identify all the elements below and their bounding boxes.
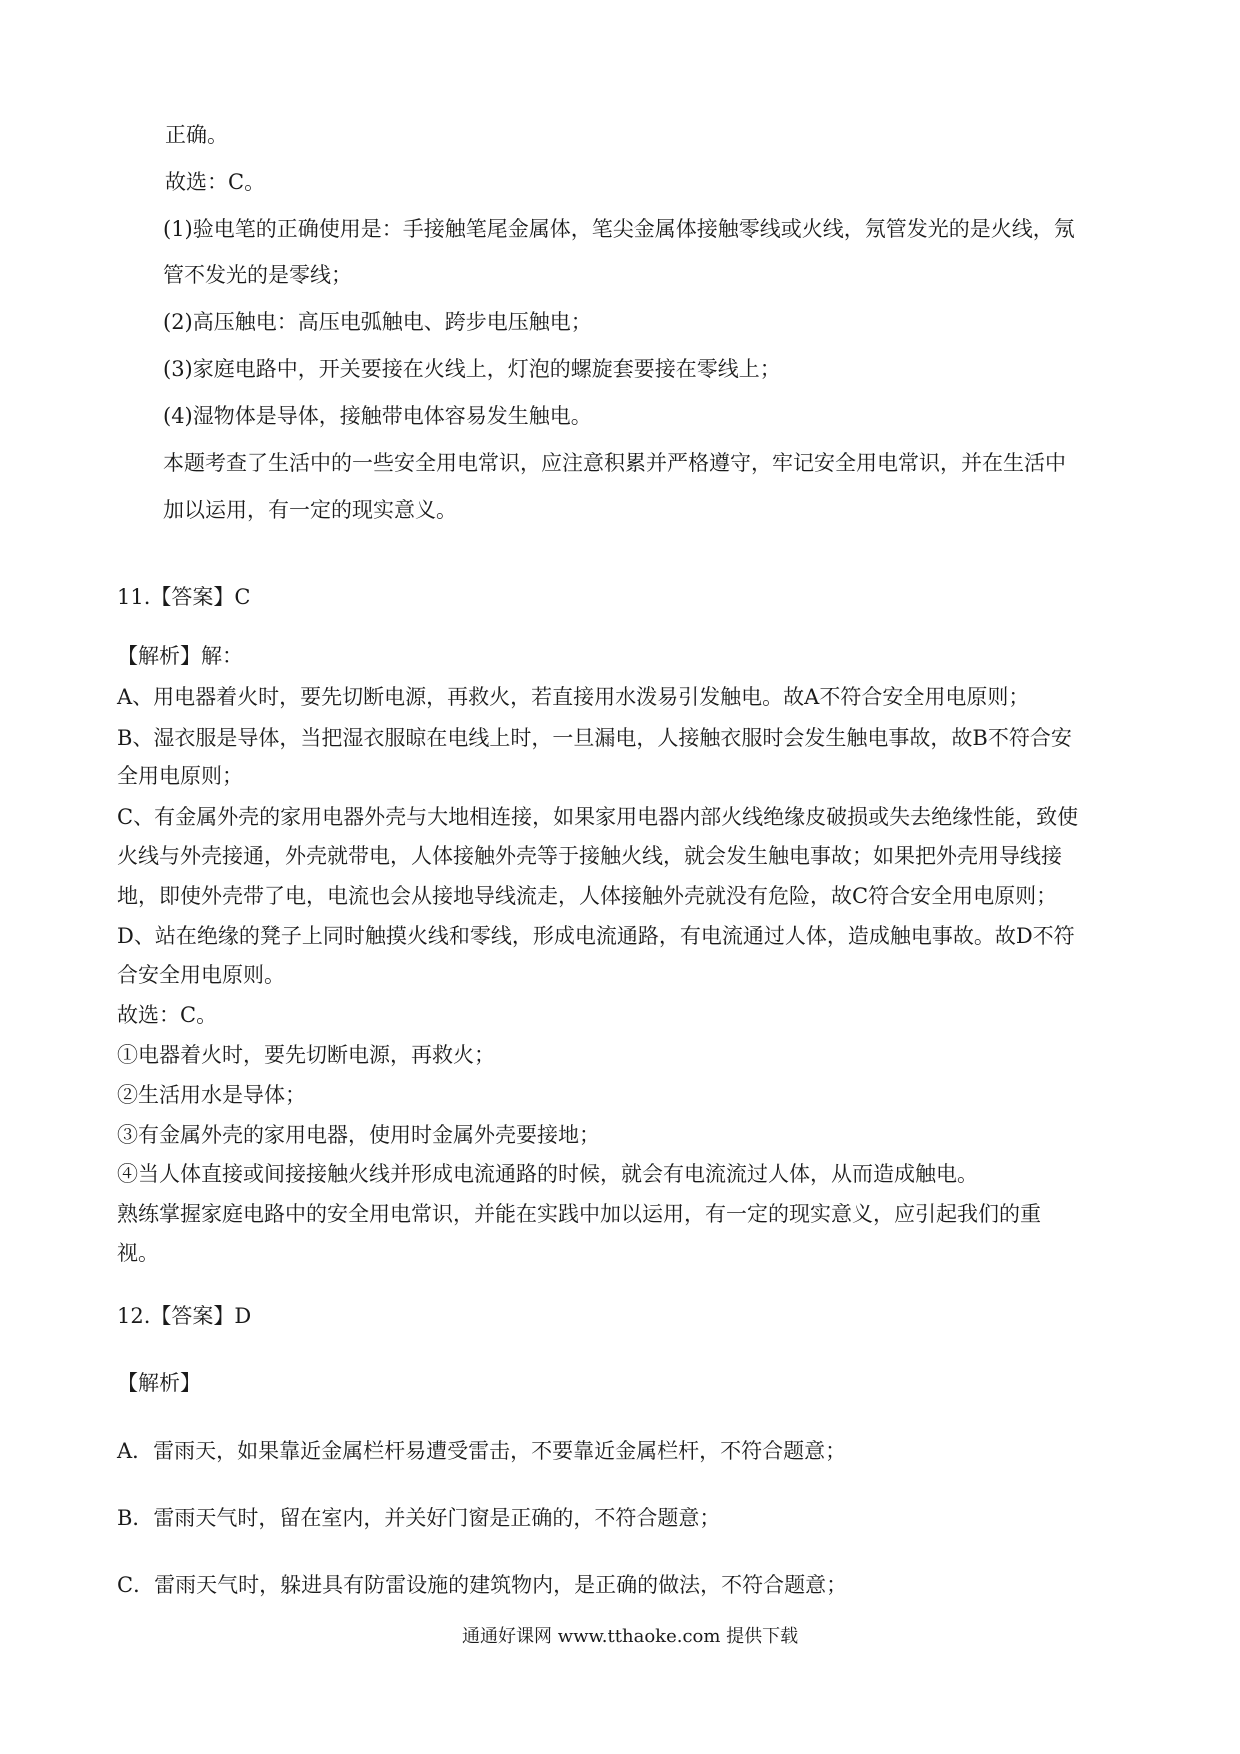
option-a-analysis: A．雷雨天，如果靠近金属栏杆易遭受雷击，不要靠近金属栏杆，不符合题意； — [117, 1439, 847, 1463]
text-line: (4)湿物体是导体，接触带电体容易发生触电。 — [163, 404, 592, 428]
text-line: (1)验电笔的正确使用是：手接触笔尾金属体，笔尖金属体接触零线或火线，氖管发光的是火线，氖 — [163, 217, 1075, 241]
option-b-analysis: B、湿衣服是导体，当把湿衣服晾在电线上时，一旦漏电，人接触衣服时会发生触电事故，故B不符合安 — [117, 726, 1072, 750]
option-c-analysis: C、有金属外壳的家用电器外壳与大地相连接，如果家用电器内部火线绝缘皮破损或失去绝缘性能，致使 — [117, 805, 1079, 829]
option-a-analysis: A、用电器着火时，要先切断电源，再救火，若直接用水泼易引发触电。故A不符合安全用电原则； — [117, 685, 1030, 709]
page-footer: 通通好课网 www.tthaoke.com 提供下载 — [462, 1626, 799, 1647]
point-3: ③有金属外壳的家用电器，使用时金属外壳要接地； — [117, 1123, 600, 1147]
text-line: (2)高压触电：高压电弧触电、跨步电压触电； — [163, 310, 592, 334]
analysis-label: 【解析】解： — [117, 644, 243, 668]
text-line: 全用电原则； — [117, 764, 243, 788]
text-line: 加以运用，有一定的现实意义。 — [163, 498, 457, 522]
conclusion-line: 故选：C。 — [117, 1003, 218, 1027]
text-line: 火线与外壳接通，外壳就带电，人体接触外壳等于接触火线，就会发生触电事故；如果把外壳用导线接 — [117, 844, 1062, 868]
text-line: 本题考查了生活中的一些安全用电常识，应注意积累并严格遵守，牢记安全用电常识，并在生活中 — [163, 451, 1066, 475]
text-line: 正确。 — [165, 123, 228, 147]
summary-line: 熟练掌握家庭电路中的安全用电常识，并能在实践中加以运用，有一定的现实意义，应引起我们的重 — [117, 1202, 1041, 1226]
point-4: ④当人体直接或间接接触火线并形成电流通路的时候，就会有电流流过人体，从而造成触电。 — [117, 1162, 978, 1186]
text-line: 合安全用电原则。 — [117, 963, 285, 987]
analysis-label: 【解析】 — [117, 1371, 201, 1395]
option-d-analysis: D、站在绝缘的凳子上同时触摸火线和零线，形成电流通路，有电流通过人体，造成触电事故。故D不符 — [117, 924, 1075, 948]
answer-heading: 12.【答案】D — [117, 1304, 252, 1328]
text-line: 视。 — [117, 1241, 159, 1265]
text-line: 地，即使外壳带了电，电流也会从接地导线流走，人体接触外壳就没有危险，故C符合安全用电原则； — [117, 884, 1058, 908]
point-1: ①电器着火时，要先切断电源，再救火； — [117, 1043, 495, 1067]
option-c-analysis: C．雷雨天气时，躲进具有防雷设施的建筑物内，是正确的做法，不符合题意； — [117, 1573, 848, 1597]
text-line: 管不发光的是零线； — [163, 263, 352, 287]
answer-heading: 11.【答案】C — [117, 585, 251, 609]
point-2: ②生活用水是导体； — [117, 1083, 306, 1107]
text-line: (3)家庭电路中，开关要接在火线上，灯泡的螺旋套要接在零线上； — [163, 357, 781, 381]
text-line: 故选：C。 — [165, 170, 266, 194]
option-b-analysis: B．雷雨天气时，留在室内，并关好门窗是正确的，不符合题意； — [117, 1506, 721, 1530]
